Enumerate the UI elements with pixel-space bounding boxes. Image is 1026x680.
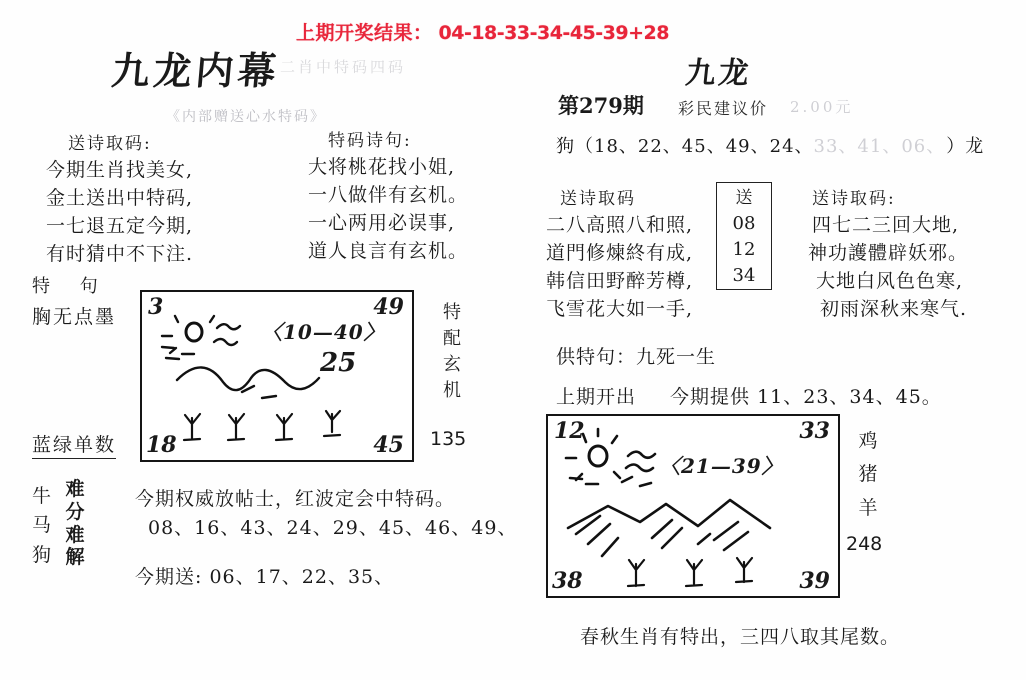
last-draw-result	[296, 18, 669, 45]
nan-fen-nan-jie-label: 难 分 难 解	[65, 478, 85, 569]
left-poem-b-line-2: 一八做伴有玄机。	[308, 184, 469, 206]
right-sketch-top-left-number: 12	[554, 418, 585, 444]
last-draw-label: 上期开奖结果：	[296, 22, 433, 44]
left-sketch-range: 〈10—40〉	[262, 320, 385, 344]
left-poem-a-line-2: 金土送出中特码,	[46, 187, 194, 209]
right-sketch-top-right-number: 33	[799, 418, 830, 444]
left-sketch-top-right-number: 49	[373, 294, 404, 320]
zodiac-line-suffix: ）龙	[946, 136, 985, 157]
right-zodiac-3: 羊	[858, 496, 878, 519]
lan-lv-label: 蓝绿单数	[32, 430, 116, 459]
left-poem-a-line-1: 今期生肖找美女,	[46, 159, 194, 181]
right-poem-b-line-3: 大地白风色色寒,	[816, 270, 964, 292]
right-sketch-range: 〈21—39〉	[660, 454, 783, 478]
right-hand-drawn-sketch	[546, 414, 840, 598]
te-ju-label: 特 句	[32, 276, 110, 297]
left-poem-b-line-3: 一心两用必误事,	[308, 212, 456, 234]
right-poem-b-line-1: 四七二三回大地,	[812, 214, 960, 236]
last-open-line	[556, 382, 942, 409]
gong-te-ju-text: 供特句：九死一生	[556, 346, 717, 368]
left-subtitle: 《内部赠送心水特码》	[166, 109, 326, 125]
left-zodiac-3: 狗	[32, 543, 52, 566]
zodiac-line-faded: 33、41、06、	[813, 136, 937, 157]
last-draw-numbers: 04-18-33-34-45-39+28	[438, 22, 669, 44]
right-zodiac-stack	[856, 425, 880, 525]
left-sketch-top-left-number: 3	[148, 294, 164, 320]
send-box-label: 送	[735, 188, 753, 208]
left-zodiac-2: 马	[32, 514, 52, 537]
te-pei-xuan-ji-label: 特配玄机	[443, 302, 461, 402]
left-claim-text: 今期权威放帖士，红波定会中特码。	[135, 488, 456, 510]
right-sketch-bottom-right-number: 39	[799, 568, 830, 594]
left-brand-ghost-text: 二肖中特码四码	[280, 58, 407, 76]
left-poem-b-line-1: 大将桃花找小姐,	[308, 156, 456, 178]
issue-number: 第279期	[558, 93, 644, 118]
left-sketch-bottom-right-number: 45	[373, 432, 404, 458]
left-zodiac-1: 牛	[32, 485, 52, 507]
left-send-row: 今期送: 06、17、22、35、	[135, 566, 395, 588]
price-label: 彩民建议价	[678, 99, 769, 118]
right-sketch-bottom-left-number: 38	[552, 568, 583, 594]
left-sketch-bottom-left-number: 18	[146, 432, 177, 458]
left-brand-title: 九龙内幕	[109, 48, 282, 93]
right-poem-b-line-2: 神功護體辟妖邪。	[808, 242, 969, 264]
te-pei-number: 135	[430, 428, 467, 450]
send-box-number-3: 34	[732, 264, 756, 286]
right-poem-a-line-2: 道門修煉終有成,	[546, 242, 694, 264]
left-poem-a-heading: 送诗取码:	[68, 134, 152, 154]
right-zodiac-1: 鸡	[858, 430, 878, 452]
left-hand-drawn-sketch	[140, 290, 414, 462]
price-ghost-value: 2.00元	[790, 98, 854, 116]
left-poem-a-line-4: 有时猜中不下注.	[46, 243, 194, 265]
zodiac-line-prefix: 狗（18、22、45、49、24、	[556, 136, 814, 157]
right-poem-b-line-4: 初雨深秋来寒气.	[820, 298, 968, 320]
left-number-row: 08、16、43、24、29、45、46、49、	[148, 517, 518, 539]
right-poem-b-heading: 送诗取码:	[812, 189, 896, 209]
right-poem-a-line-3: 韩信田野醉芳樽,	[546, 270, 694, 292]
zodiac-number-line	[556, 132, 984, 158]
send-box-number-2: 12	[732, 238, 756, 260]
right-poem-a-line-4: 飞雪花大如一手,	[546, 298, 694, 320]
left-poem-b-line-4: 道人良言有玄机。	[308, 240, 469, 262]
right-sketch-drawing	[548, 416, 838, 596]
right-poem-a-heading: 送诗取码	[560, 189, 636, 209]
right-poem-a-line-1: 二八高照八和照,	[546, 214, 694, 236]
last-open-label: 上期开出	[556, 386, 637, 408]
right-zodiac-2: 猪	[858, 463, 878, 486]
this-issue-label: 今期提供	[670, 386, 751, 408]
right-brand-title: 九龙	[683, 56, 754, 91]
bottom-note-text: 春秋生肖有特出，三四八取其尾数。	[580, 626, 901, 648]
this-issue-numbers: 11、23、34、45。	[757, 386, 942, 408]
send-box-number-1: 08	[732, 212, 756, 234]
left-poem-b-heading: 特码诗句:	[328, 131, 412, 151]
left-sketch-mid-number: 25	[320, 348, 357, 378]
te-ju-value: 胸无点墨	[32, 306, 117, 328]
send-numbers-box	[716, 182, 772, 290]
left-poem-a-line-3: 一七退五定今期,	[46, 215, 194, 237]
left-zodiac-stack	[32, 482, 51, 570]
right-side-number: 248	[846, 533, 883, 555]
